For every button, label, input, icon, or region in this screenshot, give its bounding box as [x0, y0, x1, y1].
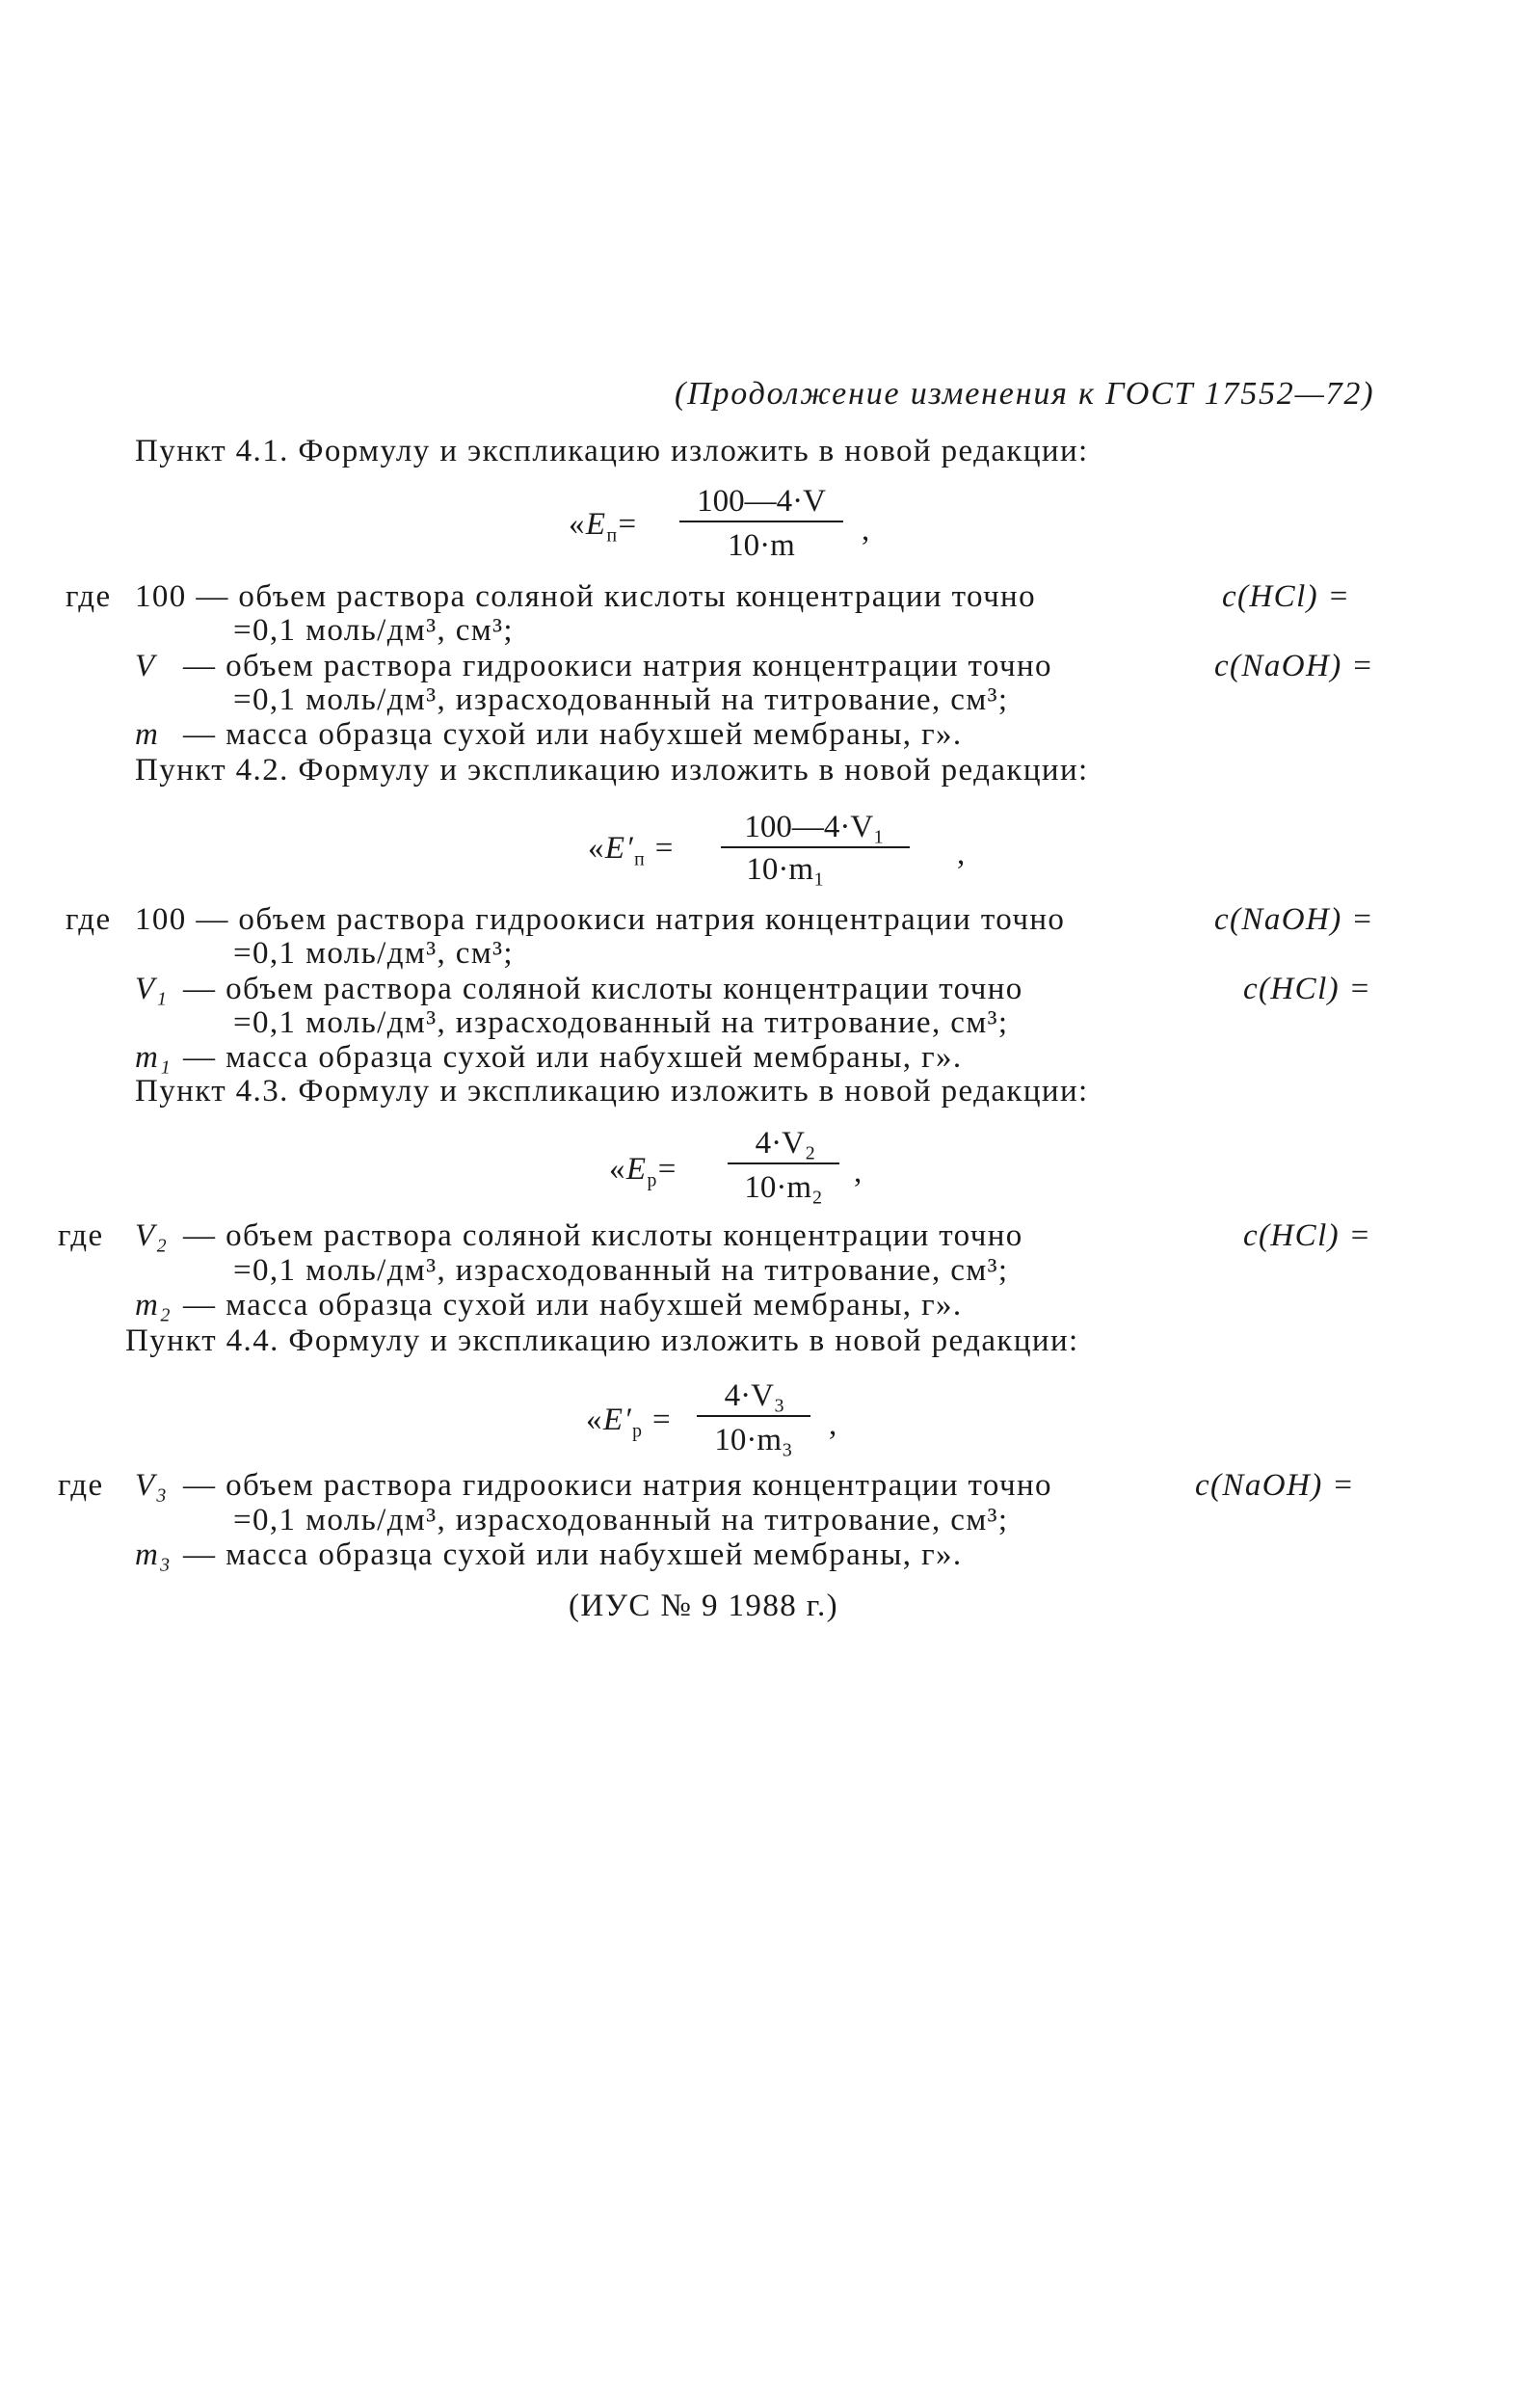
legend-4-1-100-conc: c(HCl) =: [1222, 579, 1351, 614]
formula-4-1-lhs: «$E_п=$: [569, 507, 638, 547]
formula-4-2-numerator: 100—4·V₁: [744, 810, 885, 844]
where-label-4-1: где: [66, 579, 112, 614]
legend-4-2-V1-cont: =0,1 моль/дм³, израсходованный на титрование, см³;: [233, 1005, 1009, 1040]
legend-4-2-V1-conc: c(HCl) =: [1243, 972, 1372, 1006]
legend-4-2-V1: V₁ — объем раствора соляной кислоты концентрации точно: [135, 972, 1023, 1006]
legend-4-2-100-cont: =0,1 моль/дм³, см³;: [233, 936, 515, 971]
legend-4-3-V2: V₂ — объем раствора соляной кислоты концентрации точно: [135, 1218, 1023, 1253]
source-footer: (ИУС № 9 1988 г.): [569, 1589, 839, 1623]
clause-4-2-intro: Пункт 4.2. Формулу и экспликацию изложить в новой редакции:: [135, 753, 1089, 788]
legend-4-1-V: V — объем раствора гидроокиси натрия концентрации точно: [135, 649, 1052, 683]
clause-4-4-intro: Пункт 4.4. Формулу и экспликацию изложить в новой редакции:: [125, 1323, 1079, 1358]
legend-4-3-V2-cont: =0,1 моль/дм³, израсходованный на титрование, см³;: [233, 1253, 1009, 1288]
legend-4-2-m1: m₁ — масса образца сухой или набухшей мембраны, г».: [135, 1040, 963, 1075]
formula-4-4-lhs: «$E'_р$ =: [586, 1403, 673, 1442]
where-label-4-3: где: [58, 1218, 104, 1253]
formula-4-2-denominator: 10·m₁: [746, 852, 825, 887]
formula-4-2-lhs: «$E'_п$ =: [588, 831, 675, 870]
formula-4-2-comma: ,: [957, 837, 967, 871]
formula-4-4-comma: ,: [829, 1407, 838, 1442]
where-label-4-4: где: [58, 1468, 104, 1503]
formula-4-3-denominator: 10·m₂: [744, 1170, 823, 1205]
legend-4-2-100: 100 — объем раствора гидроокиси натрия концентрации точно: [135, 902, 1066, 937]
legend-4-3-V2-conc: c(HCl) =: [1243, 1218, 1372, 1253]
formula-4-1-fraction-bar: [679, 521, 843, 522]
legend-4-1-m: m — масса образца сухой или набухшей мембраны, г».: [135, 717, 963, 752]
formula-4-4-numerator: 4·V₃: [724, 1378, 785, 1413]
clause-4-1-intro: Пункт 4.1. Формулу и экспликацию изложить в новой редакции:: [135, 434, 1089, 468]
legend-4-2-100-conc: c(NaOH) =: [1214, 902, 1374, 937]
legend-4-1-V-conc: c(NaOH) =: [1214, 649, 1374, 683]
clause-4-3-intro: Пункт 4.3. Формулу и экспликацию изложить в новой редакции:: [135, 1074, 1089, 1109]
formula-4-3-comma: ,: [854, 1155, 863, 1189]
formula-4-3-lhs: «$E_р=$: [609, 1152, 677, 1191]
formula-4-1-comma: ,: [862, 513, 871, 548]
formula-4-1-numerator: 100—4·V: [697, 484, 826, 519]
legend-4-1-100-cont: =0,1 моль/дм³, см³;: [233, 613, 515, 648]
legend-4-3-m2: m₂ — масса образца сухой или набухшей мембраны, г».: [135, 1288, 963, 1323]
formula-4-3-fraction-bar: [728, 1162, 839, 1164]
legend-4-4-m3: m₃ — масса образца сухой или набухшей мембраны, г».: [135, 1537, 963, 1572]
legend-4-4-V3-conc: c(NaOH) =: [1195, 1468, 1355, 1503]
legend-4-4-V3-cont: =0,1 моль/дм³, израсходованный на титрование, см³;: [233, 1503, 1009, 1537]
formula-4-3-numerator: 4·V₂: [755, 1126, 816, 1161]
formula-4-2-fraction-bar: [721, 846, 910, 848]
formula-4-4-fraction-bar: [697, 1415, 810, 1417]
formula-4-4-denominator: 10·m₃: [714, 1423, 793, 1457]
formula-4-1-denominator: 10·m: [728, 528, 795, 563]
continuation-header: (Продолжение изменения к ГОСТ 17552—72): [675, 376, 1375, 412]
legend-4-1-100: 100 — объем раствора соляной кислоты концентрации точно: [135, 579, 1037, 614]
legend-4-1-V-cont: =0,1 моль/дм³, израсходованный на титрование, см³;: [233, 682, 1009, 717]
legend-4-4-V3: V₃ — объем раствора гидроокиси натрия концентрации точно: [135, 1468, 1052, 1503]
where-label-4-2: где: [66, 902, 112, 937]
